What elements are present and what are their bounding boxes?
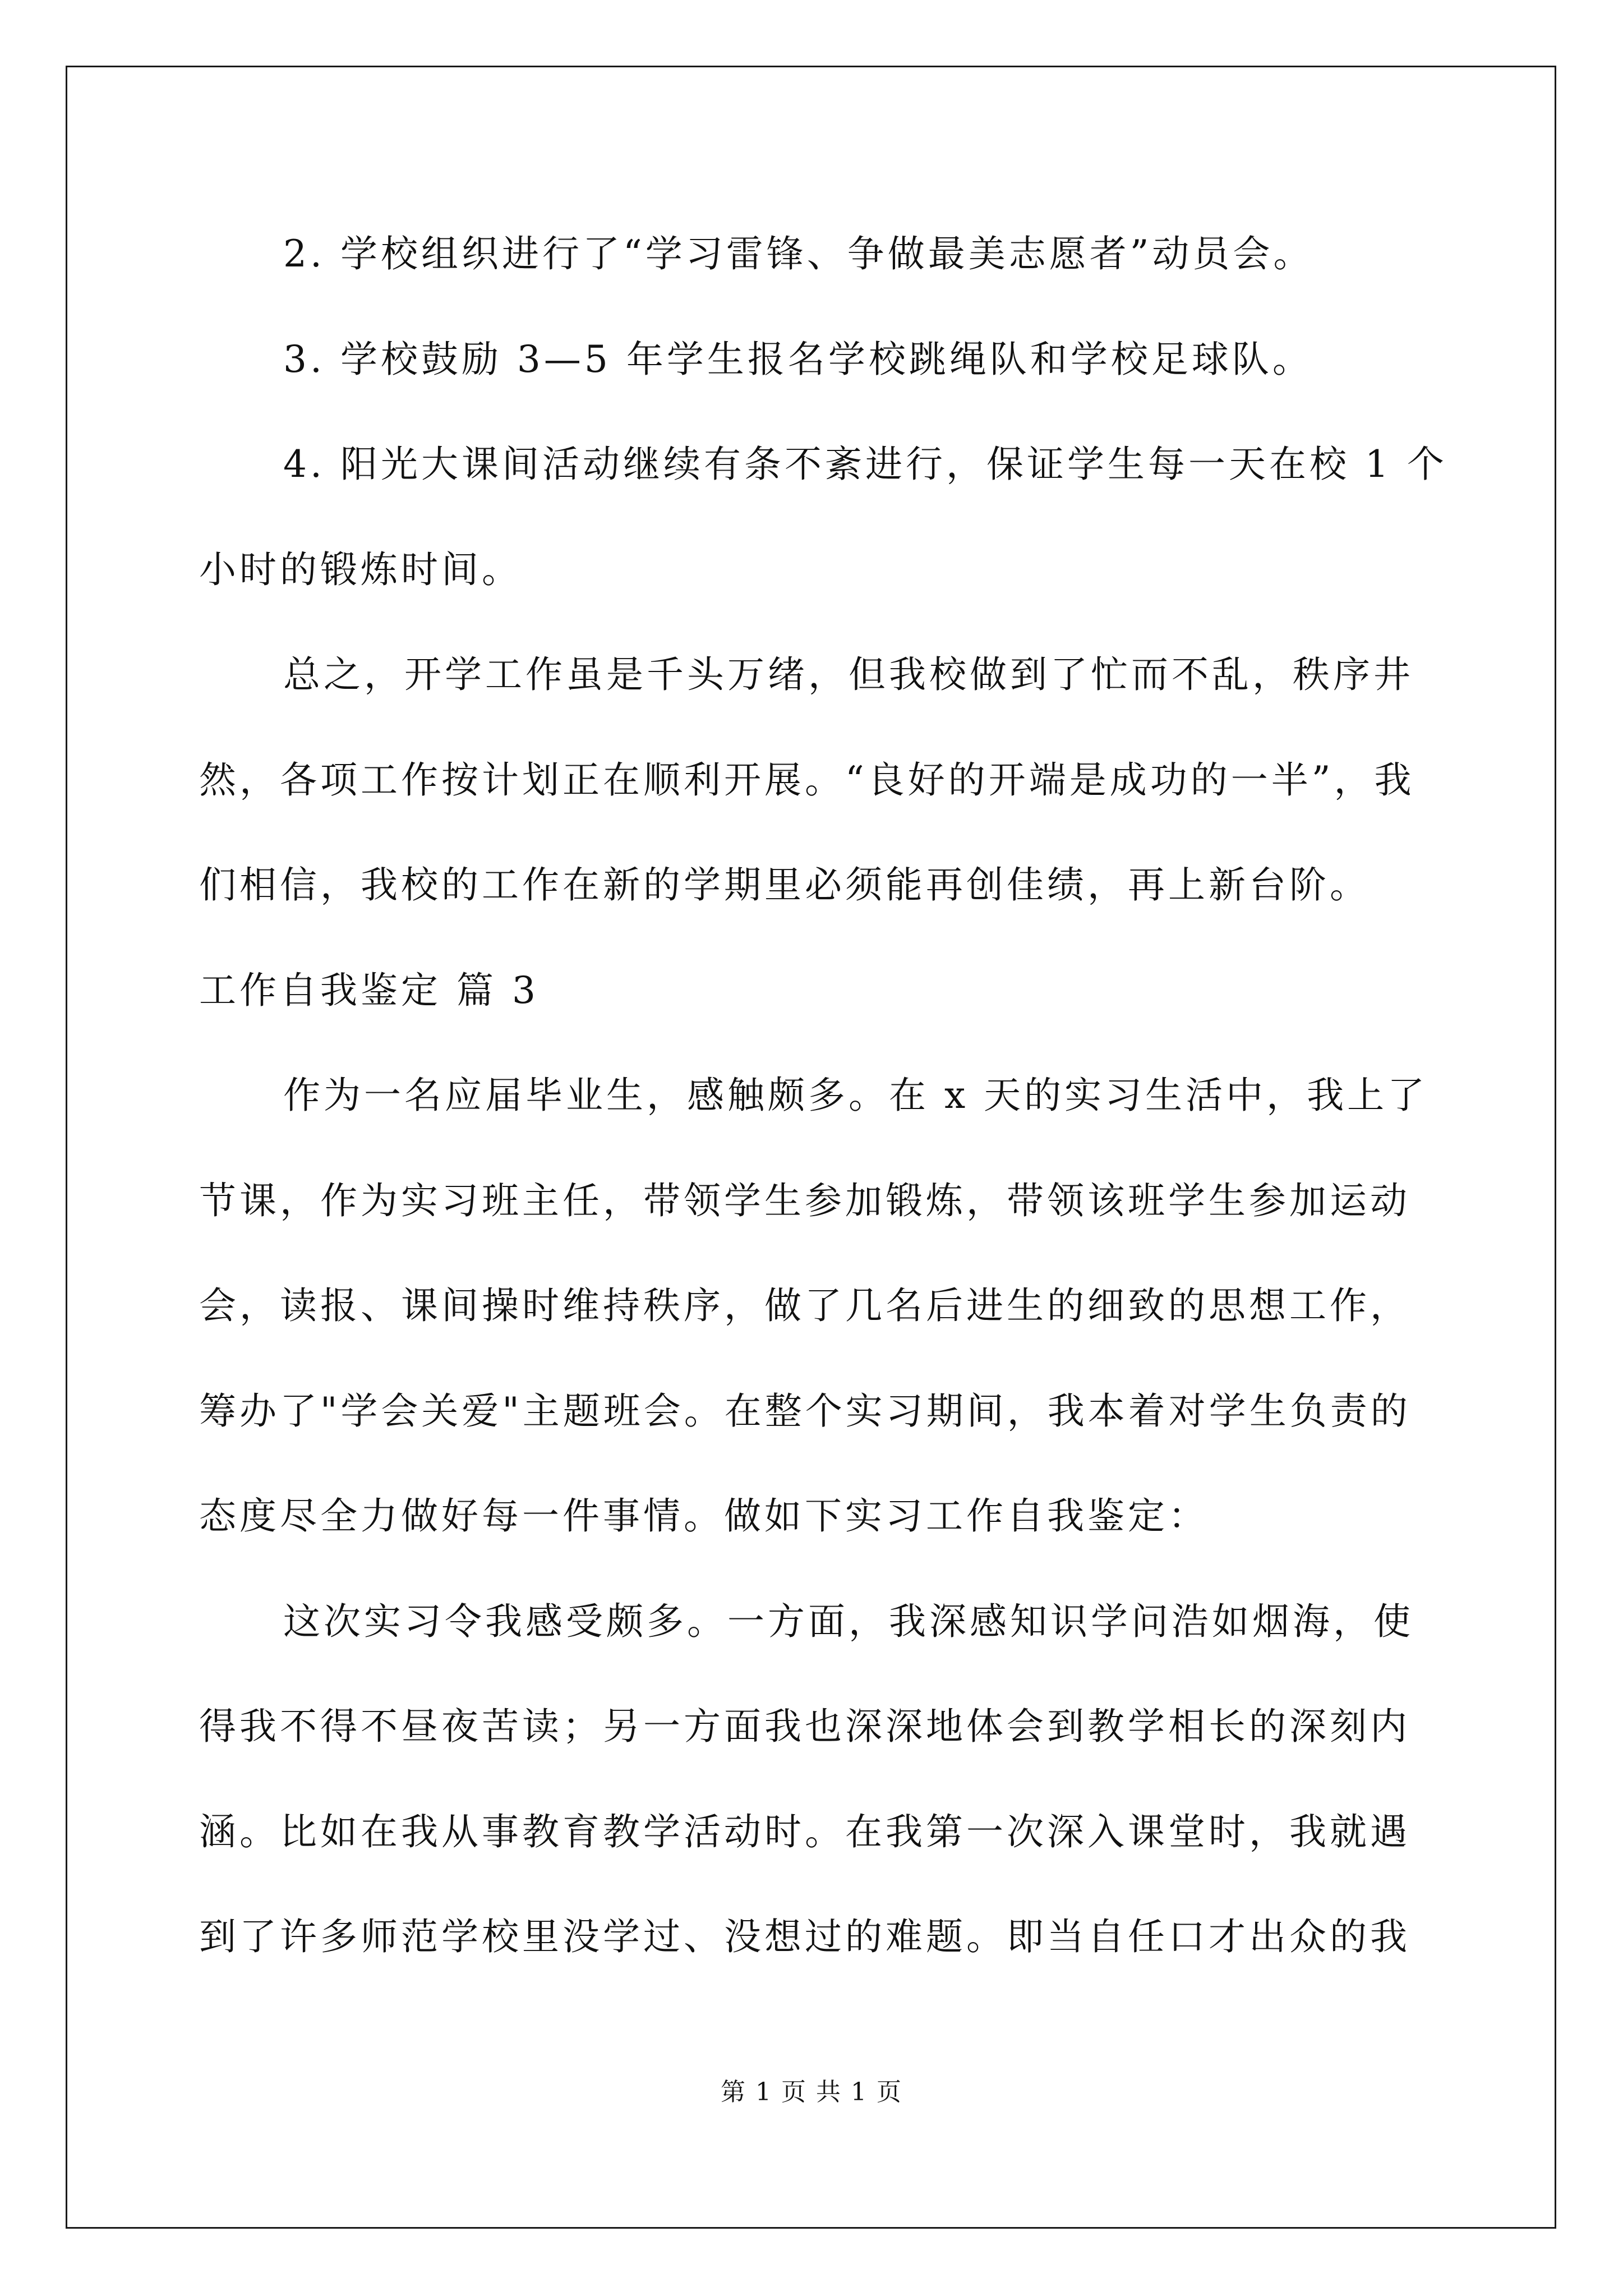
body-line: 这次实习令我感受颇多。一方面，我深感知识学问浩如烟海，使 [283, 1600, 1414, 1643]
body-line: 小时的锻炼时间。 [199, 548, 522, 591]
body-line: 会，读报、课间操时维持秩序，做了几名后进生的细致的思想工作， [199, 1284, 1410, 1327]
body-line: 到了许多师范学校里没学过、没想过的难题。即当自任口才出众的我 [199, 1915, 1410, 1958]
body-line: 作为一名应届毕业生，感触颇多。在 x 天的实习生活中，我上了 [283, 1074, 1428, 1117]
body-line: 筹办了"学会关爱"主题班会。在整个实习期间，我本着对学生负责的 [199, 1389, 1411, 1433]
body-line: 们相信，我校的工作在新的学期里必须能再创佳绩，再上新台阶。 [199, 863, 1370, 907]
body-line: 总之，开学工作虽是千头万绪，但我校做到了忙而不乱，秩序井 [283, 653, 1414, 696]
page-number-footer: 第 1 页 共 1 页 [721, 2078, 902, 2106]
body-line: 得我不得不昼夜苦读；另一方面我也深深地体会到教学相长的深刻内 [199, 1705, 1410, 1748]
body-line: 态度尽全力做好每一件事情。做如下实习工作自我鉴定： [199, 1494, 1209, 1538]
section-heading: 工作自我鉴定 篇 3 [199, 969, 539, 1012]
body-line: 3. 学校鼓励 3—5 年学生报名学校跳绳队和学校足球队。 [283, 338, 1313, 381]
body-line: 节课，作为实习班主任，带领学生参加锻炼，带领该班学生参加运动 [199, 1179, 1410, 1222]
page-border [66, 66, 1556, 2229]
body-line: 2. 学校组织进行了“学习雷锋、争做最美志愿者”动员会。 [283, 232, 1314, 275]
body-line: 然，各项工作按计划正在顺利开展。“良好的开端是成功的一半”，我 [199, 758, 1415, 802]
body-line: 4. 阳光大课间活动继续有条不紊进行，保证学生每一天在校 1 个 [283, 443, 1447, 486]
body-line: 涵。比如在我从事教育教学活动时。在我第一次深入课堂时，我就遇 [199, 1810, 1410, 1853]
